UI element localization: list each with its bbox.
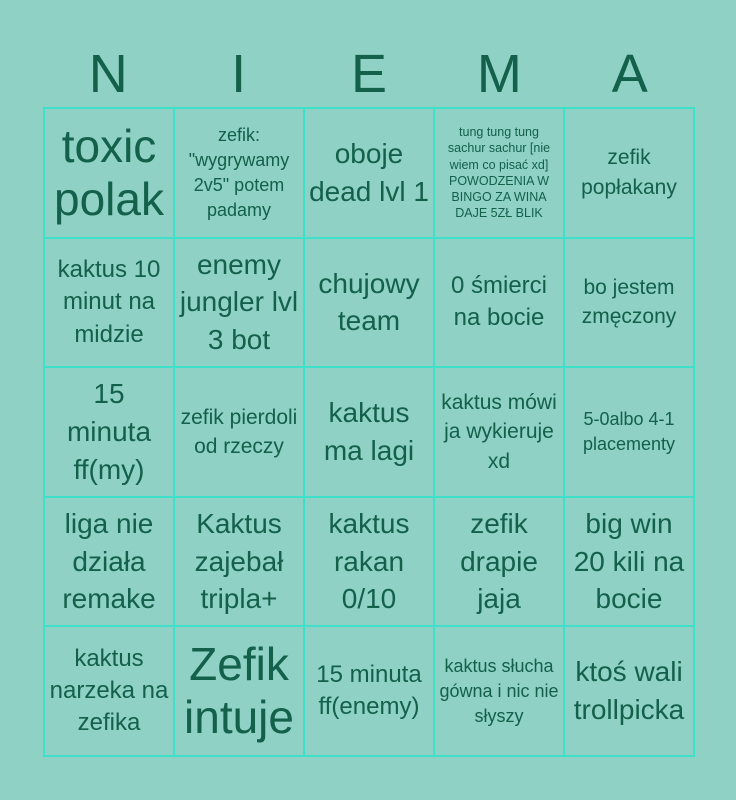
bingo-cell[interactable]: Kaktus zajebał tripla+ <box>174 497 304 627</box>
header-letter-m: M <box>476 44 522 104</box>
bingo-cell[interactable]: 15 minuta ff(enemy) <box>304 626 434 756</box>
bingo-cell[interactable]: liga nie działa remake <box>44 497 174 627</box>
header-letter-n: N <box>88 44 128 104</box>
bingo-cell[interactable]: kaktus ma lagi <box>304 367 434 497</box>
bingo-cell[interactable]: big win 20 kili na bocie <box>564 497 694 627</box>
bingo-cell[interactable]: tung tung tung sachur sachur [nie wiem co pisać xd] POWODZENIA W BINGO ZA WINA DAJE 5ZŁ BLIK <box>434 108 564 238</box>
bingo-cell[interactable]: 5-0albo 4-1 placementy <box>564 367 694 497</box>
bingo-cell[interactable]: bo jestem zmęczony <box>564 238 694 368</box>
bingo-cell[interactable]: zefik popłakany <box>564 108 694 238</box>
header-letter-e: E <box>350 44 387 104</box>
bingo-header <box>43 44 695 104</box>
bingo-cell[interactable]: chujowy team <box>304 238 434 368</box>
bingo-cell[interactable]: 0 śmierci na bocie <box>434 238 564 368</box>
bingo-cell[interactable]: kaktus słucha gówna i nic nie słyszy <box>434 626 564 756</box>
bingo-cell[interactable]: Zefik intuje <box>174 626 304 756</box>
bingo-cell[interactable]: toxic polak <box>44 108 174 238</box>
header-letter-i: I <box>231 44 247 104</box>
bingo-board <box>43 107 695 757</box>
bingo-cell[interactable]: kaktus 10 minut na midzie <box>44 238 174 368</box>
bingo-cell[interactable]: ktoś wali trollpicka <box>564 626 694 756</box>
bingo-cell[interactable]: kaktus rakan 0/10 <box>304 497 434 627</box>
bingo-cell[interactable]: oboje dead lvl 1 <box>304 108 434 238</box>
bingo-cell[interactable]: zefik drapie jaja <box>434 497 564 627</box>
bingo-cell[interactable]: zefik pierdoli od rzeczy <box>174 367 304 497</box>
header-letter-a: A <box>611 44 648 104</box>
bingo-cell[interactable]: zefik: "wygrywamy 2v5" potem padamy <box>174 108 304 238</box>
bingo-cell[interactable]: kaktus mówi ja wykieruje xd <box>434 367 564 497</box>
bingo-cell[interactable]: 15 minuta ff(my) <box>44 367 174 497</box>
bingo-cell[interactable]: kaktus narzeka na zefika <box>44 626 174 756</box>
bingo-cell[interactable]: enemy jungler lvl 3 bot <box>174 238 304 368</box>
